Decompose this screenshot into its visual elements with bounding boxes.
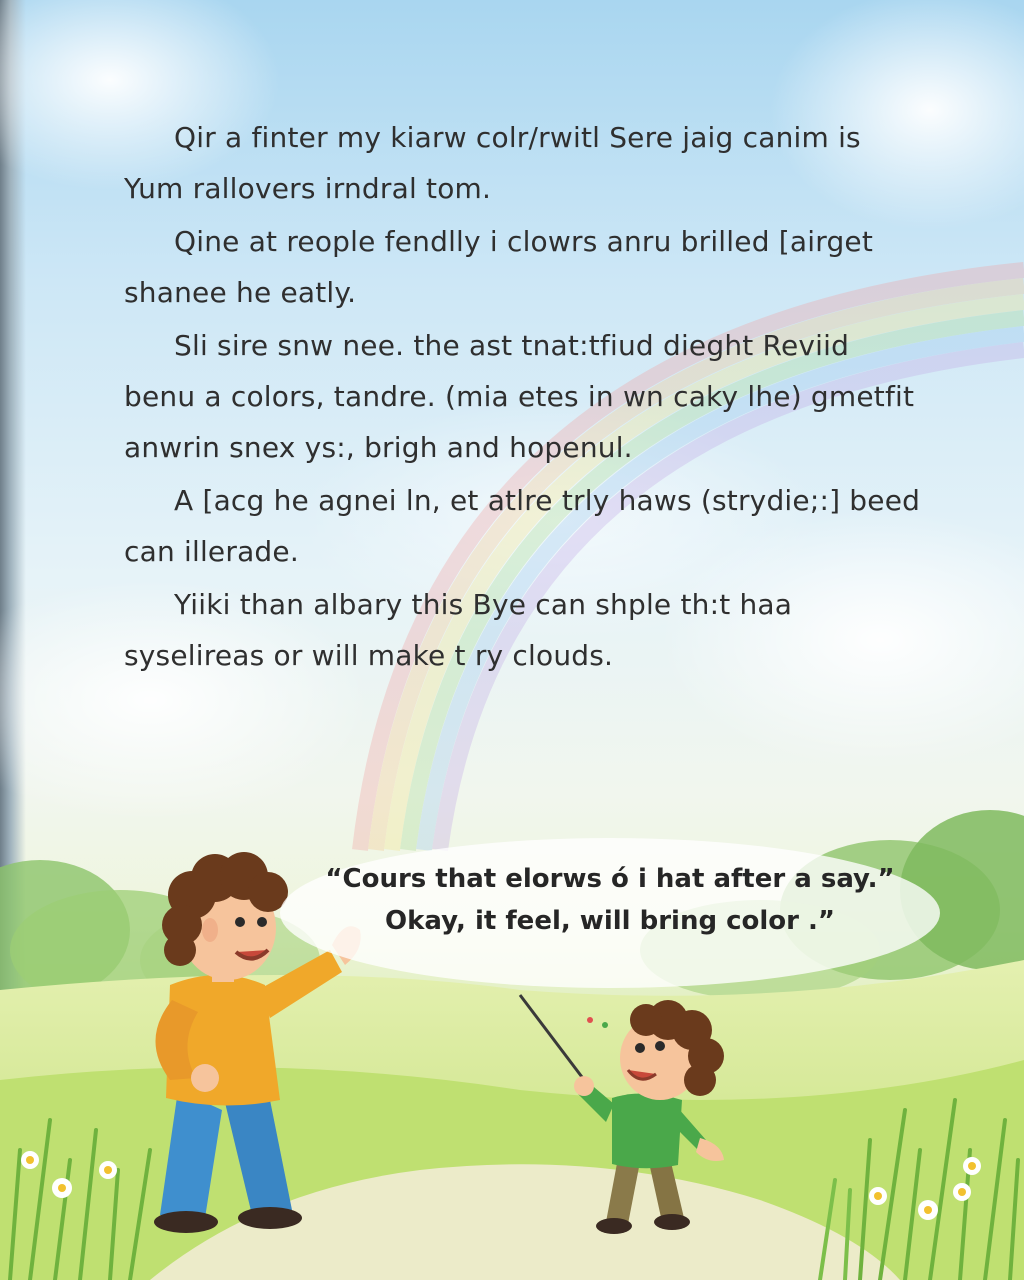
- story-paragraph: Qine at reople fendlly i clowrs anru brilled [airget shanee he eatly.: [124, 225, 874, 309]
- story-text-block: [124, 112, 924, 683]
- story-paragraph: A [acg he agnei ln, et atlre trly haws (strydie;:] beed can illerade.: [124, 484, 921, 568]
- speech-line-2: Okay, it feel, will bring color .”: [384, 906, 836, 936]
- story-paragraph: Yiiki than albary this Bye can shple th:t haa syselireas or will make t ry clouds.: [124, 588, 793, 672]
- speech-bubble-text: [300, 858, 920, 942]
- story-paragraph: Sli sire snw nee. the ast tnat:tfiud dieght Reviid benu a colors, tandre. (mia etes in wn caky lhe) gmetfit anwrin snex ys:, brigh and hopenul.: [124, 329, 915, 464]
- speech-line-1: “Cours that elorws ó i hat after a say.”: [325, 864, 895, 894]
- story-paragraph: Qir a finter my kiarw colr/rwitl Sere jaig canim is Yum rallovers irndral tom.: [124, 121, 861, 205]
